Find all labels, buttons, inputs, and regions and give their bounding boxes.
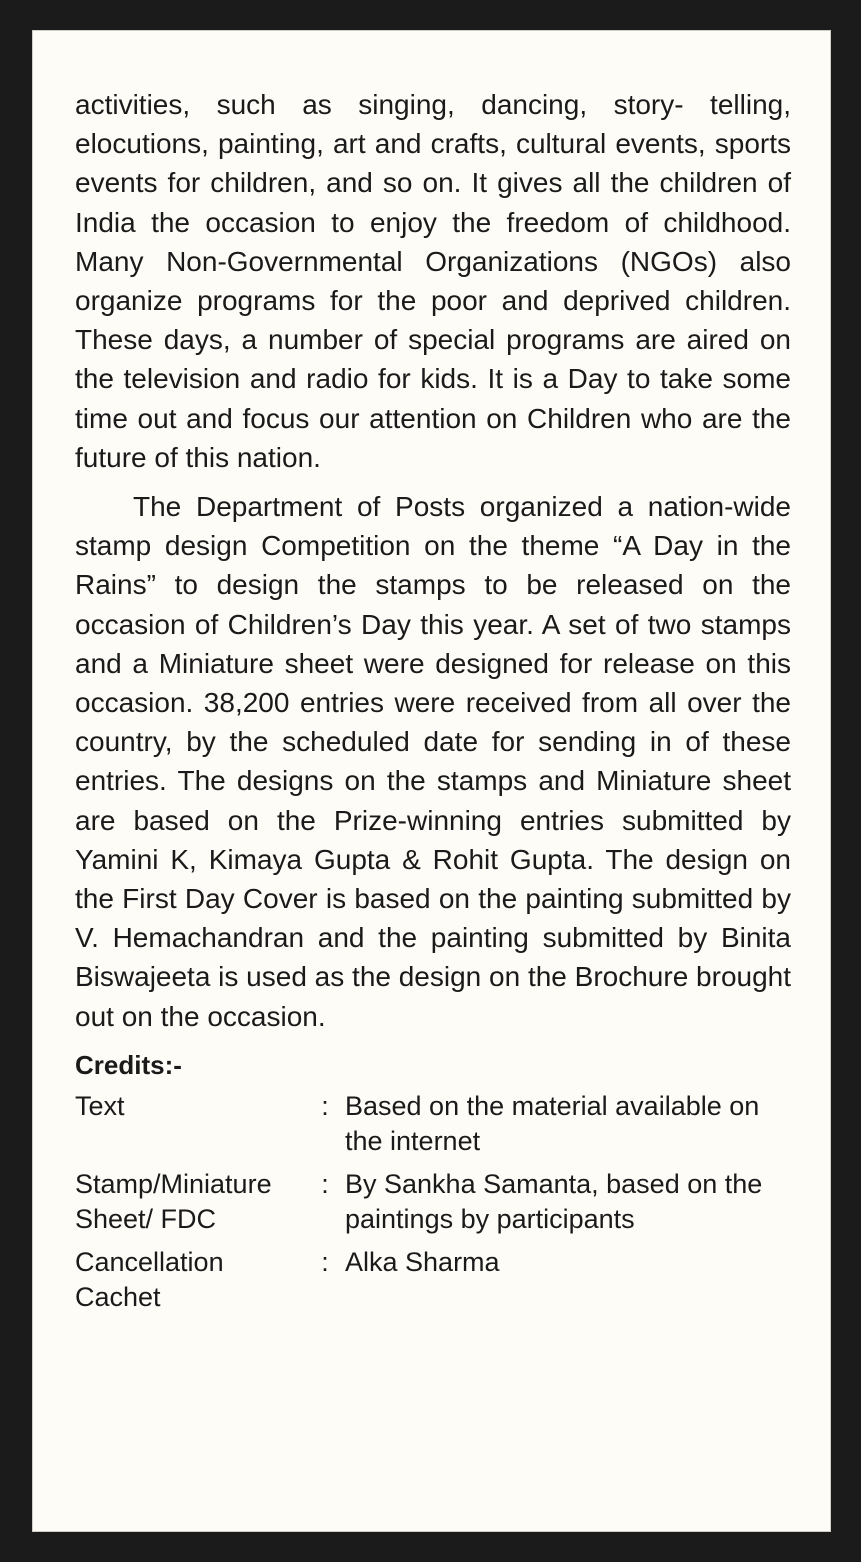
- credit-row-text: [75, 1089, 791, 1159]
- credits-heading: Credits:-: [75, 1049, 182, 1080]
- body-paragraph-2: The Department of Posts organized a nation-wide stamp design Competition on the theme “A Day in the Rains” to design the stamps to be released on the occasion of Children’s Day this year. A set of two stamps and a Miniature sheet were designed for release on this occasion. 38,200 entries were received from all over the country, by the scheduled date for sending in of these entries. The designs on the stamps and Miniature sheet are based on the Prize-winning entries submitted by Yamini K, Kimaya Gupta & Rohit Gupta. The design on the First Day Cover is based on the painting submitted by V. Hemachandran and the painting submitted by Binita Biswajeeta is used as the design on the Brochure brought out on the occasion.: [75, 491, 792, 1032]
- page-content: [75, 85, 791, 1315]
- credit-label: Stamp/Miniature Sheet/ FDC: [75, 1168, 272, 1234]
- credit-row-cancellation: [75, 1245, 791, 1315]
- credit-value: Alka Sharma: [345, 1246, 500, 1277]
- credit-value: By Sankha Samanta, based on the paintings by participants: [345, 1168, 763, 1234]
- credit-row-stamp-design: [75, 1167, 791, 1237]
- credit-separator: :: [321, 1246, 329, 1277]
- body-paragraph-1: activities, such as singing, dancing, story- telling, elocutions, painting, art and crafts, cultural events, sports events for children, and so on. It gives all the children of India the occasion to enjoy the freedom of childhood. Many Non-Governmental Organizations (NGOs) also organize programs for the poor and deprived children. These days, a number of special programs are aired on the television and radio for kids. It is a Day to take some time out and focus our attention on Children who are the future of this nation.: [75, 89, 791, 473]
- credit-separator: :: [321, 1090, 329, 1121]
- brochure-page: [32, 30, 831, 1532]
- credit-value: Based on the material available on the internet: [345, 1090, 760, 1156]
- credit-separator: :: [321, 1168, 329, 1199]
- credit-label: Text: [75, 1090, 125, 1121]
- credit-label: Cancellation Cachet: [75, 1246, 224, 1312]
